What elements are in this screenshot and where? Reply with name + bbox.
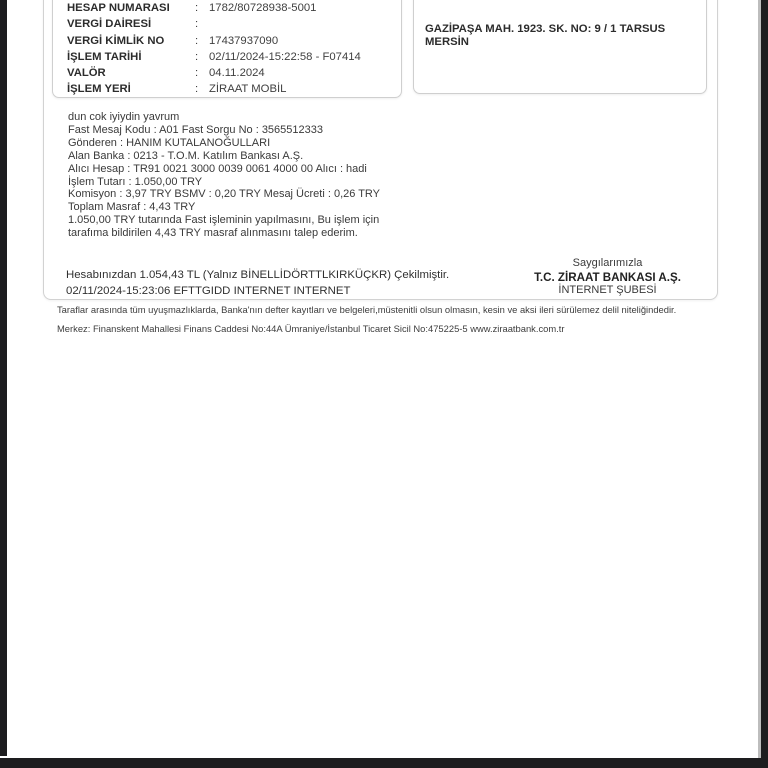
field-colon: : [195,83,199,96]
branch-name: İNTERNET ŞUBESİ [558,284,657,296]
signature-block [505,257,710,298]
field-label: VALÖR [67,67,106,80]
transfer-details-block [68,111,608,240]
right-edge-bar [761,0,768,768]
footer-disclaimer: Taraflar arasında tüm uyuşmazlıklarda, Banka'nın defter kayıtları ve belgeleri,müstenitli olsun olmasın, kesin ve aksi ileri sürülemez delil niteliğindedir. [57,304,677,315]
total-cost-line: Toplam Masraf : 4,43 TRY [68,201,196,214]
customer-address: GAZİPAŞA MAH. 1923. SK. NO: 9 / 1 TARSUS MERSİN [425,23,666,48]
field-value: ZİRAAT MOBİL [209,83,287,96]
message-note-line: dun cok iyiydin yavrum [68,111,180,123]
field-row-value-date [67,67,391,83]
field-row-tax-id [67,35,391,51]
field-label: İŞLEM YERİ [67,83,131,96]
field-label: VERGİ KİMLİK NO [67,34,165,47]
footer-bank-address: Merkez: Finanskent Mahallesi Finans Caddesi No:44A Ümraniye/İstanbul Ticaret Sicil No:475225-5 www.ziraatbank.com.tr [57,323,565,334]
consent-line-1: 1.050,00 TRY tutarında Fast işleminin yapılmasını, Bu işlem için [68,214,380,227]
field-colon: : [195,67,199,80]
amount-line: İşlem Tutarı : 1.050,00 TRY [68,175,203,188]
field-colon: : [195,34,199,47]
commission-line: Komisyon : 3,97 TRY BSMV : 0,20 TRY Mesaj Ücreti : 0,26 TRY [68,188,381,201]
withdrawal-amount-line: Hesabınızdan 1.054,43 TL (Yalnız BİNELLİDÖRTTLKIRKÜÇKR) Çekilmiştir. [66,269,450,281]
footer-block [57,304,757,334]
field-value: 02/11/2024-15:22:58 - F07414 [209,50,361,63]
address-card [413,0,707,94]
signature-salutation: Saygılarımızla [572,257,643,269]
field-row-transaction-date [67,51,391,67]
sender-line: Gönderen : HANIM KUTALANOĞULLARI [68,136,271,149]
field-value: 1782/80728938-5001 [209,2,317,14]
field-colon: : [195,18,199,31]
receiver-bank-line: Alan Banka : 0213 - T.O.M. Katılım Bankası A.Ş. [68,149,304,162]
field-label: VERGİ DAİRESİ [67,18,152,31]
field-row-tax-office [67,18,391,34]
field-label: HESAP NUMARASI [67,2,170,14]
left-edge-bar [0,0,7,756]
consent-line-2: tarafıma bildirilen 4,43 TRY masraf alınmasını talep ederim. [68,227,358,240]
field-row-transaction-place [67,83,391,99]
field-row-account-number [67,2,391,18]
bottom-edge-bar [0,758,768,768]
fast-code-line: Fast Mesaj Kodu : A01 Fast Sorgu No : 3565512333 [68,123,323,136]
field-value: 04.11.2024 [209,67,265,80]
field-colon: : [195,2,199,14]
field-label: İŞLEM TARİHİ [67,50,142,63]
receiver-account-line: Alıcı Hesap : TR91 0021 3000 0039 0061 4000 00 Alıcı : hadi [68,162,367,175]
bank-name: T.C. ZİRAAT BANKASI A.Ş. [534,270,681,284]
withdrawal-timestamp-line: 02/11/2024-15:23:06 EFTTGIDD INTERNET INTERNET [66,284,351,297]
withdrawal-note [66,268,526,299]
field-value: 17437937090 [209,34,279,47]
account-info-card [52,0,402,98]
field-colon: : [195,50,199,63]
